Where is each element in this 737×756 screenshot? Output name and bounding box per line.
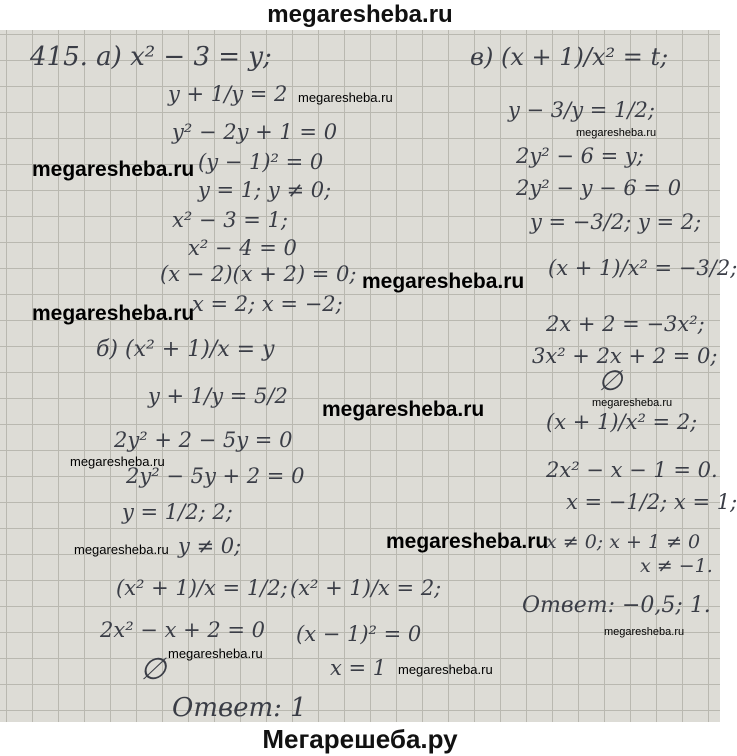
part-v-line: 2x + 2 = −3x²; — [546, 312, 705, 336]
watermark: megaresheba.ru — [322, 398, 485, 421]
part-b-right-col: (x² + 1)/x = 2; — [290, 576, 442, 600]
watermark: megaresheba.ru — [362, 270, 525, 293]
part-b-line: y + 1/y = 5/2 — [148, 384, 288, 408]
part-b-line: y = 1/2; 2; — [122, 500, 233, 524]
part-v-line: y = −3/2; y = 2; — [530, 210, 702, 234]
site-header: megaresheba.ru — [267, 1, 453, 28]
part-v-line: 2y² − 6 = y; — [516, 144, 644, 168]
watermark: megaresheba.ru — [398, 662, 493, 677]
watermark: megaresheba.ru — [604, 626, 685, 638]
part-a-title: 415. а) x² − 3 = y; — [30, 42, 272, 72]
part-v-line: (x + 1)/x² = 2; — [546, 410, 698, 434]
site-footer: Мегарешеба.ру — [262, 724, 458, 754]
part-a-line: (x − 2)(x + 2) = 0; — [160, 262, 357, 286]
watermark: megaresheba.ru — [386, 530, 549, 553]
part-b-line: 2y² + 2 − 5y = 0 — [114, 428, 293, 452]
part-v-line: 2y² − y − 6 = 0 — [516, 176, 682, 200]
part-b-line: 2y² − 5y + 2 = 0 — [126, 464, 305, 488]
part-a-line: x² − 3 = 1; — [172, 208, 288, 232]
empty-set-symbol: ∅ — [598, 364, 623, 397]
empty-set-symbol: ∅ — [140, 652, 167, 687]
part-b-answer: Ответ: 1 — [172, 693, 307, 723]
watermark: megaresheba.ru — [70, 454, 165, 469]
watermark: megaresheba.ru — [32, 302, 195, 325]
part-a-line: x² − 4 = 0 — [188, 236, 297, 260]
part-a-line: y² − 2y + 1 = 0 — [172, 120, 338, 144]
part-a-line: y = 1; y ≠ 0; — [198, 178, 332, 202]
part-b-left-col: 2x² − x + 2 = 0 — [100, 618, 266, 642]
watermark: megaresheba.ru — [298, 90, 393, 105]
part-a-line: (y − 1)² = 0 — [198, 150, 324, 174]
part-b-line: y ≠ 0; — [178, 534, 242, 558]
watermark: megaresheba.ru — [32, 158, 195, 181]
part-v-line: 2x² − x − 1 = 0. — [546, 458, 718, 482]
watermark: megaresheba.ru — [592, 397, 673, 409]
part-v-answer: Ответ: −0,5; 1. — [522, 593, 711, 618]
part-v-line: 3x² + 2x + 2 = 0; — [532, 344, 718, 368]
watermark: megaresheba.ru — [168, 646, 263, 661]
part-v-line: y − 3/y = 1/2; — [508, 98, 655, 122]
part-b-title: б) (x² + 1)/x = y — [96, 337, 275, 362]
part-a-line: y + 1/y = 2 — [168, 82, 288, 106]
notebook-page — [0, 30, 737, 723]
part-b-left-col: (x² + 1)/x = 1/2; — [116, 576, 288, 600]
part-b-right-col: x = 1 — [330, 656, 387, 680]
part-a-line: x = 2; x = −2; — [192, 292, 343, 316]
part-v-line: x ≠ −1. — [640, 555, 713, 577]
part-v-line: x = −1/2; x = 1; — [566, 490, 737, 514]
part-v-line: x ≠ 0; x + 1 ≠ 0 — [546, 531, 701, 553]
watermark: megaresheba.ru — [74, 542, 169, 557]
part-v-title: в) (x + 1)/x² = t; — [470, 43, 669, 71]
part-b-right-col: (x − 1)² = 0 — [296, 622, 422, 646]
watermark: megaresheba.ru — [576, 127, 657, 139]
part-v-line: (x + 1)/x² = −3/2; — [548, 256, 737, 280]
